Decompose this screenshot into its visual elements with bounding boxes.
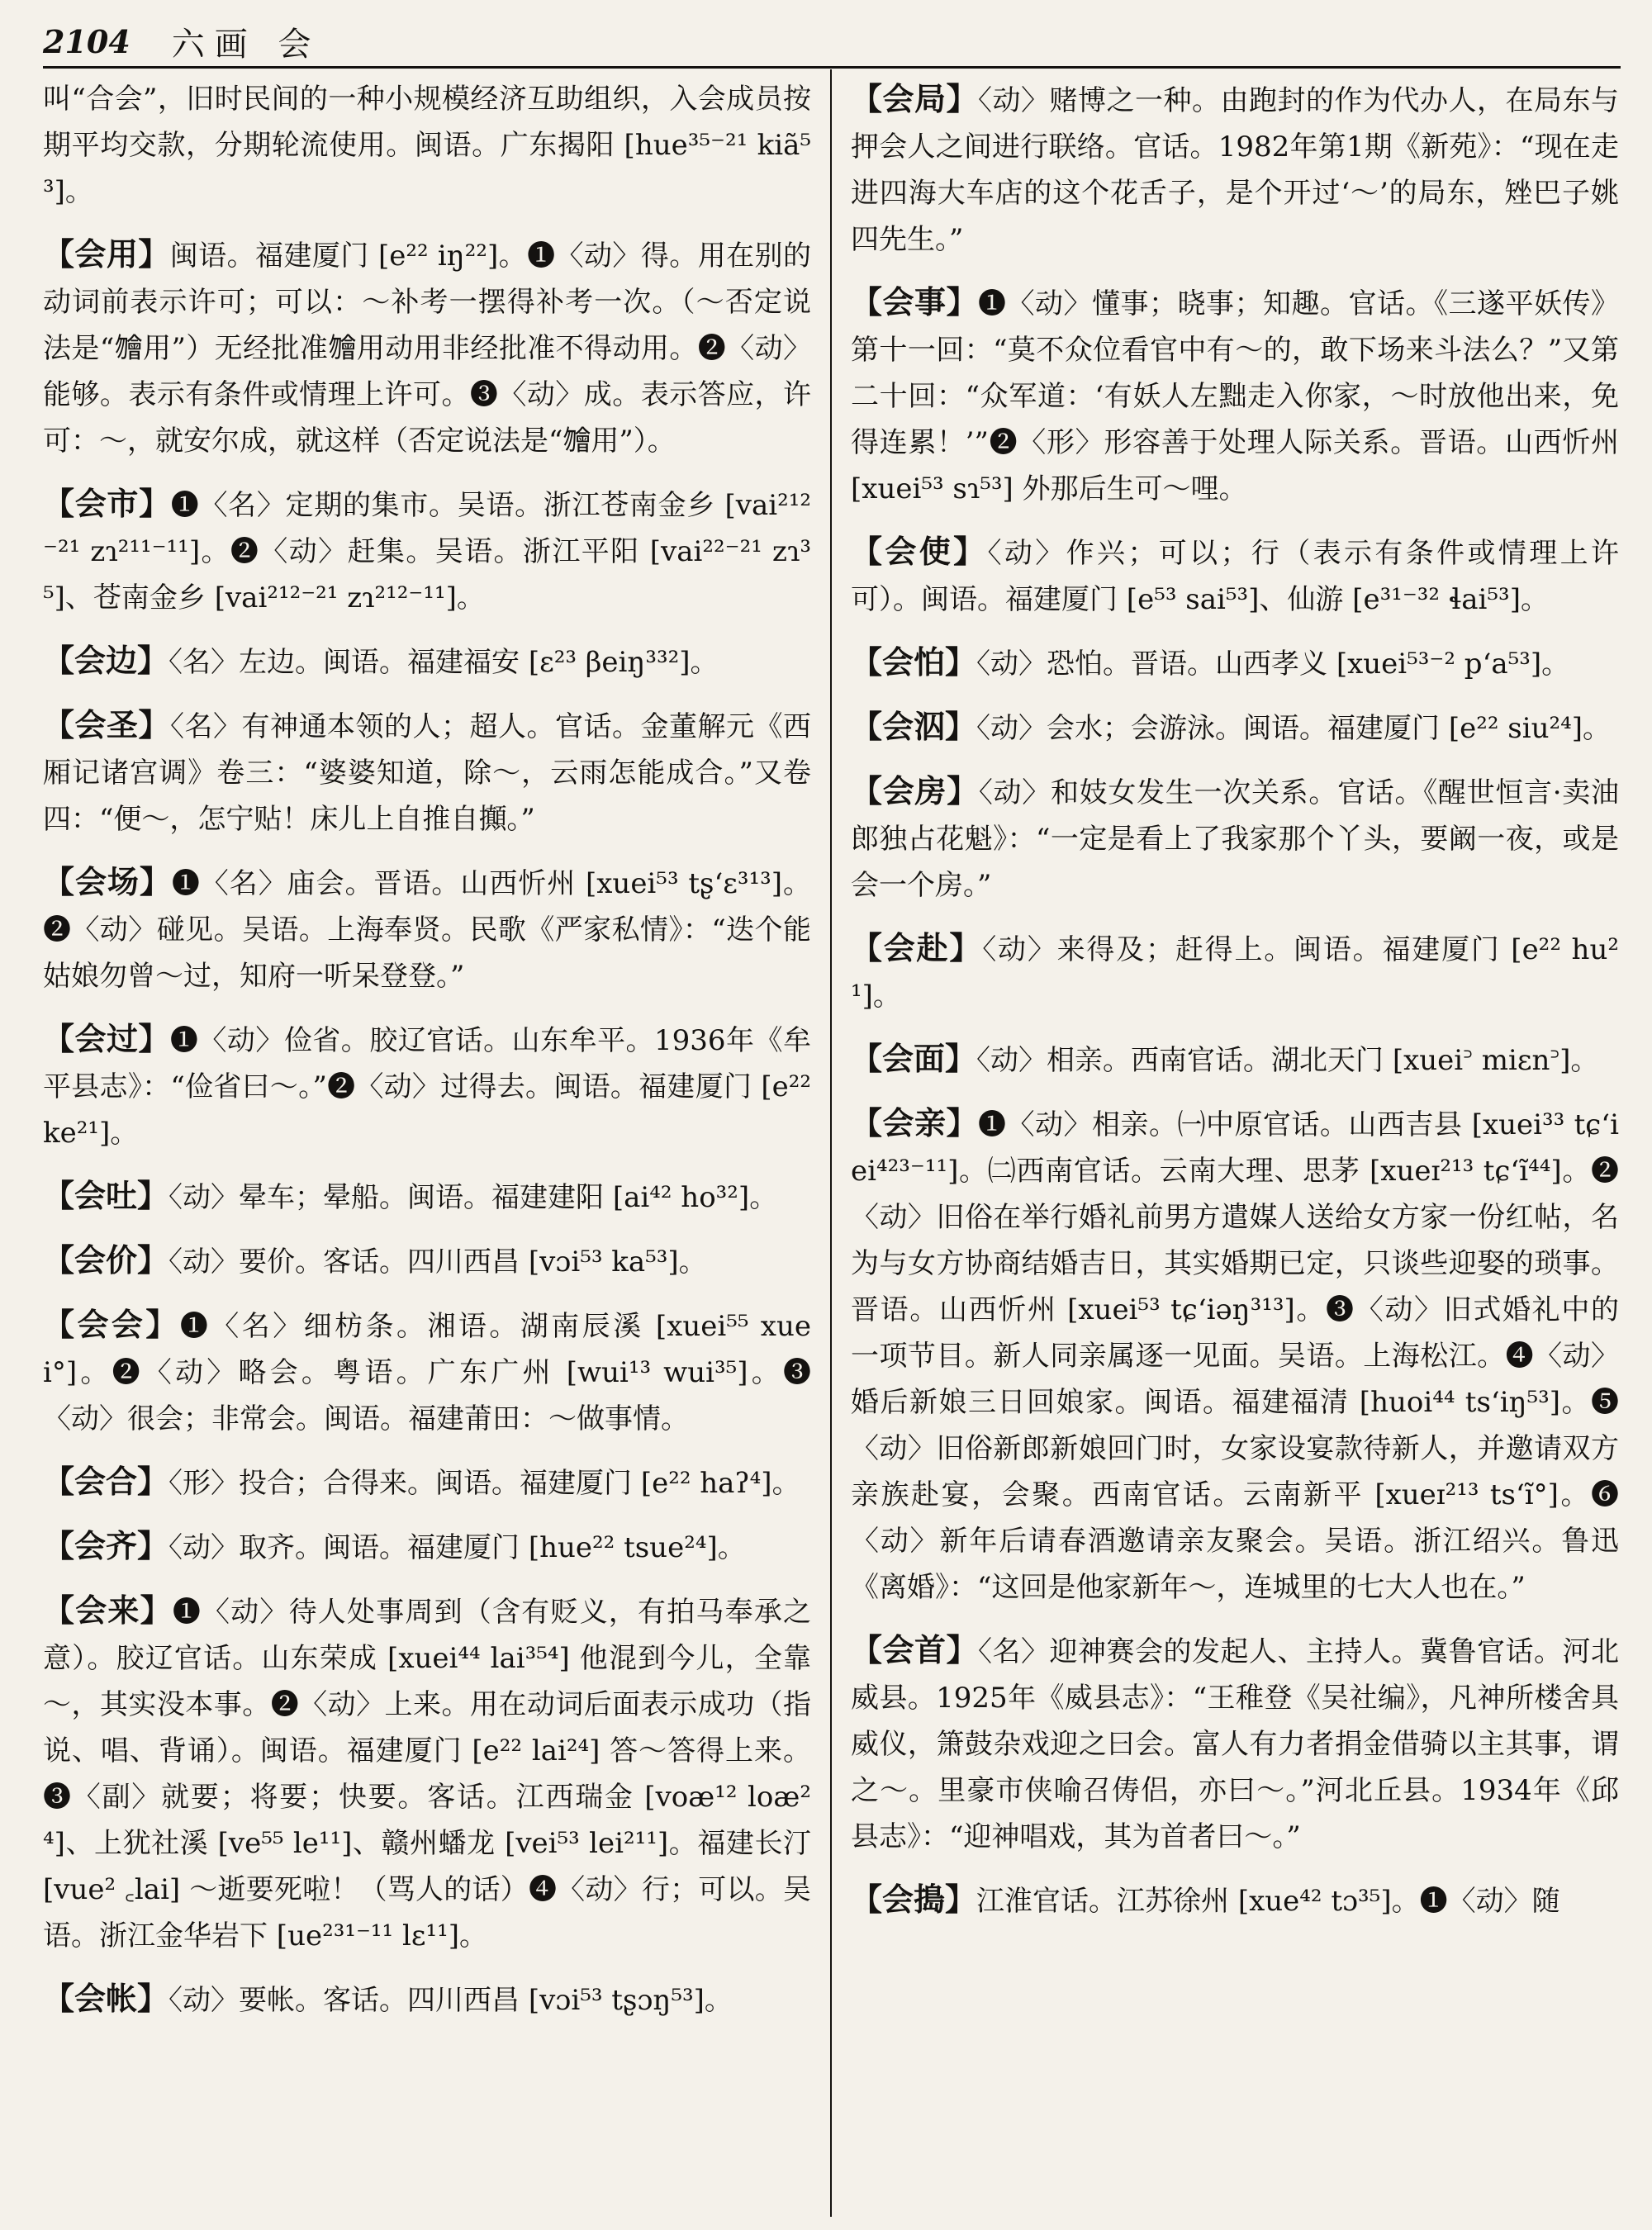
entry-definition: 〈动〉和妓女发生一次关系。官话。《醒世恒言·卖油郎独占花魁》：“一定是看上了我家那个丫头，要阚一夜，或是会一个房。” — [851, 776, 1619, 902]
entry-definition: 〈动〉作兴；可以；行（表示有条件或情理上许可）。闽语。福建厦门 [e⁵³ sai⁵³]、仙游 [e³¹⁻³² ɬai⁵³]。 — [851, 537, 1619, 616]
entry-headword: 【会房】 — [851, 772, 979, 809]
entry-definition: 〈动〉赌博之一种。由跑封的作为代办人，在局东与押会人之间进行联络。官话。1982年第1期《新苑》：“现在走进四海大车店的这个花舌子，是个开过‘～’的局东，矬巴子姚四先生。” — [851, 84, 1619, 256]
entry-headword: 【会市】 — [43, 485, 171, 522]
entry-definition: 〈动〉会水；会游泳。闽语。福建厦门 [e²² siu²⁴]。 — [976, 712, 1612, 745]
column-divider — [830, 69, 832, 2217]
entry-headword: 【会齐】 — [43, 1527, 169, 1564]
entry-headword: 【会吐】 — [43, 1177, 169, 1214]
entry-headword: 【会场】 — [43, 863, 172, 900]
entry-definition: 〈名〉有神通本领的人；超人。官话。金董解元《西厢记诸宫调》卷三：“婆婆知道，除～，云雨怎能成合。”又卷四：“便～，怎宁贴！床儿上自推自攧。” — [43, 710, 811, 836]
entry-headword: 【会首】 — [851, 1631, 978, 1668]
entry-headword: 【会搗】 — [851, 1881, 977, 1918]
dictionary-entry — [851, 1627, 1619, 1860]
dictionary-entry — [43, 1237, 811, 1285]
dictionary-entry — [43, 638, 811, 686]
dictionary-entry — [851, 76, 1619, 263]
entry-definition: 闽语。福建厦门 [e²² iŋ²²]。❶〈动〉得。用在别的动词前表示许可；可以：～补考一摆得补考一次。（～否定说法是“𣍐用”）无经批准𣍐用动用非经批准不得动用。❷〈动〉能够。表示有条件或情理上许可。❸〈动〉成。表示答应，许可：～，就安尔成，就这样（否定说法是“𣍐用”）。 — [43, 240, 811, 458]
right-column — [851, 76, 1619, 1941]
entry-headword: 【会赴】 — [851, 929, 983, 966]
left-column — [43, 76, 811, 2040]
dictionary-entry — [43, 702, 811, 842]
entry-definition: 〈动〉来得及；赶得上。闽语。福建厦门 [e²² hu²¹]。 — [851, 933, 1619, 1013]
dictionary-entry — [851, 1100, 1619, 1611]
dictionary-entry — [851, 925, 1619, 1019]
entry-headword: 【会面】 — [851, 1040, 977, 1077]
entry-definition: 〈动〉要帐。客话。四川西昌 [vɔi⁵³ tʂɔŋ⁵³]。 — [169, 1984, 733, 2017]
entry-headword: 【会局】 — [851, 80, 978, 117]
page-number: 2104 — [43, 22, 131, 60]
section-title: 六画 会 — [171, 25, 321, 64]
entry-headword: 【会边】 — [43, 642, 169, 679]
dictionary-entry — [43, 859, 811, 999]
entry-definition: 江淮官话。江苏徐州 [xue⁴² tɔ³⁵]。❶〈动〉随 — [976, 1885, 1560, 1918]
entry-definition: 〈动〉晕车；晕船。闽语。福建建阳 [ai⁴² ho³²]。 — [169, 1181, 778, 1214]
entry-definition: ❶〈名〉庙会。晋语。山西忻州 [xuei⁵³ tʂʻɛ³¹³]。❷〈动〉碰见。吴语。上海奉贤。民歌《严家私情》：“迭个能姑娘勿曾～过，知府一听呆登登。” — [43, 867, 811, 993]
entry-headword: 【会价】 — [43, 1241, 169, 1279]
dictionary-entry — [851, 704, 1619, 752]
entry-headword: 【会使】 — [851, 533, 988, 570]
entry-definition: 〈动〉要价。客话。四川西昌 [vɔi⁵³ ka⁵³]。 — [169, 1245, 707, 1279]
dictionary-entry — [43, 76, 811, 215]
dictionary-entry — [43, 481, 811, 621]
header-rule — [43, 66, 1621, 69]
entry-definition: ❶〈动〉懂事；晓事；知趣。官话。《三遂平妖传》第十一回：“莫不众位看官中有～的，敢下场来斗法么？”又第二十回：“众军道：‘有妖人左黜走入你家，～时放他出来，免得连累！’”❷〈形〉形容善于处理人际关系。晋语。山西忻州 [xuei⁵³ sɿ⁵³] 外那后生可～哩。 — [851, 287, 1619, 505]
entry-headword: 【会亲】 — [851, 1104, 978, 1141]
entry-headword: 【会来】 — [43, 1592, 173, 1629]
dictionary-entry — [851, 529, 1619, 623]
entry-definition: ❶〈名〉细枋条。湘语。湖南辰溪 [xuei⁵⁵ xuei°]。❷〈动〉略会。粤语。广东广州 [wui¹³ wui³⁵]。❸〈动〉很会；非常会。闽语。福建莆田：～做事情。 — [43, 1310, 811, 1435]
entry-headword: 【会合】 — [43, 1463, 169, 1500]
dictionary-entry — [43, 1459, 811, 1506]
dictionary-entry — [851, 768, 1619, 909]
entry-headword: 【会用】 — [43, 235, 170, 273]
dictionary-entry — [851, 639, 1619, 687]
entry-definition: 〈名〉迎神赛会的发起人、主持人。冀鲁官话。河北威县。1925年《威县志》：“王稚登《吴社编》，凡神所楼舍具威仪，箫鼓杂戏迎之曰会。富人有力者捐金借骑以主其事，谓之～。里豪市侠喻召俦侣，亦曰～。”河北丘县。1934年《邱县志》：“迎神唱戏，其为首者曰～。” — [851, 1635, 1619, 1853]
entry-definition: ❶〈动〉相亲。㈠中原官话。山西吉县 [xuei³³ tɕʻiei⁴²³⁻¹¹]。㈡西南官话。云南大理、思茅 [xueɪ²¹³ tɕʻĩ⁴⁴]。❷〈动〉旧俗在举行婚礼前男方遣媒人送给女方家一份红帖，名为与女方协商结婚吉日，其实婚期已定，只谈些迎娶的琐事。晋语。山西忻州 [xuei⁵³ tɕʻiəŋ³¹³]。❸〈动〉旧式婚礼中的一项节目。新人同亲属逐一见面。吴语。上海松江。❹〈动〉婚后新娘三日回娘家。闽语。福建福清 [huoi⁴⁴ tsʻiŋ⁵³]。❺〈动〉旧俗新郎新娘回门时，女家设宴款待新人，并邀请双方亲族赴宴，会聚。西南官话。云南新平 [xueɪ²¹³ tsʻĩ°]。❻〈动〉新年后请春酒邀请亲友聚会。吴语。浙江绍兴。鲁迅《离婚》：“这回是他家新年～，连城里的七大人也在。” — [851, 1108, 1619, 1604]
entry-headword: 【会泅】 — [851, 708, 977, 745]
entry-definition: 〈动〉恐怕。晋语。山西孝义 [xuei⁵³⁻² pʻa⁵³]。 — [976, 648, 1570, 681]
dictionary-entry — [43, 1523, 811, 1571]
entry-headword: 【会会】 — [43, 1306, 180, 1343]
dictionary-entry — [43, 1302, 811, 1442]
entry-headword: 【会怕】 — [851, 643, 977, 681]
entry-definition: 〈动〉相亲。西南官话。湖北天门 [xuei꜄ miɛn꜄]。 — [976, 1044, 1599, 1077]
dictionary-entry — [43, 1976, 811, 2024]
dictionary-entry — [43, 231, 811, 464]
entry-definition: ❶〈动〉俭省。胶辽官话。山东牟平。1936年《牟平县志》：“俭省曰～。”❷〈动〉过得去。闽语。福建厦门 [e²² ke²¹]。 — [43, 1024, 811, 1150]
entry-definition: 〈动〉取齐。闽语。福建厦门 [hue²² tsue²⁴]。 — [169, 1531, 746, 1564]
entry-headword: 【会事】 — [851, 283, 978, 320]
page-header — [43, 18, 1629, 64]
dictionary-entry — [851, 1036, 1619, 1084]
dictionary-entry — [851, 279, 1619, 512]
entry-definition: ❶〈名〉定期的集市。吴语。浙江苍南金乡 [vai²¹²⁻²¹ zɿ²¹¹⁻¹¹]。❷〈动〉赶集。吴语。浙江平阳 [vai²²⁻²¹ zɿ³⁵]、苍南金乡 [vai²¹²⁻²¹ zɿ²¹²⁻¹¹]。 — [43, 489, 811, 614]
entry-definition: 〈形〉投合；合得来。闽语。福建厦门 [e²² haʔ⁴]。 — [169, 1467, 800, 1500]
dictionary-entry — [43, 1173, 811, 1221]
entry-headword: 【会帐】 — [43, 1980, 169, 2017]
entry-headword: 【会圣】 — [43, 706, 170, 743]
entry-definition: 〈名〉左边。闽语。福建福安 [ɛ²³ βeiŋ³³²]。 — [169, 646, 719, 679]
dictionary-entry — [851, 1877, 1619, 1924]
entry-definition: 叫“合会”，旧时民间的一种小规模经济互助组织，入会成员按期平均交款，分期轮流使用。闽语。广东揭阳 [hue³⁵⁻²¹ kiã⁵³]。 — [43, 83, 811, 208]
entry-headword: 【会过】 — [43, 1020, 170, 1057]
entry-definition: ❶〈动〉待人处事周到（含有贬义，有拍马奉承之意）。胶辽官话。山东荣成 [xuei⁴⁴ lai³⁵⁴] 他混到今儿，全靠～，其实没本事。❷〈动〉上来。用在动词后面表示成功（指说、唱、背诵）。闽语。福建厦门 [e²² lai²⁴] 答～答得上来。❸〈副〉就要；将要；快要。客话。江西瑞金 [voæ¹² loæ²⁴]、上犹社溪 [ve⁵⁵ le¹¹]、赣州蟠龙 [vei⁵³ lei²¹¹]。福建长汀 [vue² ꜀lai] ～逝要死啦！（骂人的话）❹〈动〉行；可以。吴语。浙江金华岩下 [ue²³¹⁻¹¹ lɛ¹¹]。 — [43, 1596, 811, 1952]
dictionary-entry — [43, 1587, 811, 1959]
dictionary-entry — [43, 1016, 811, 1156]
